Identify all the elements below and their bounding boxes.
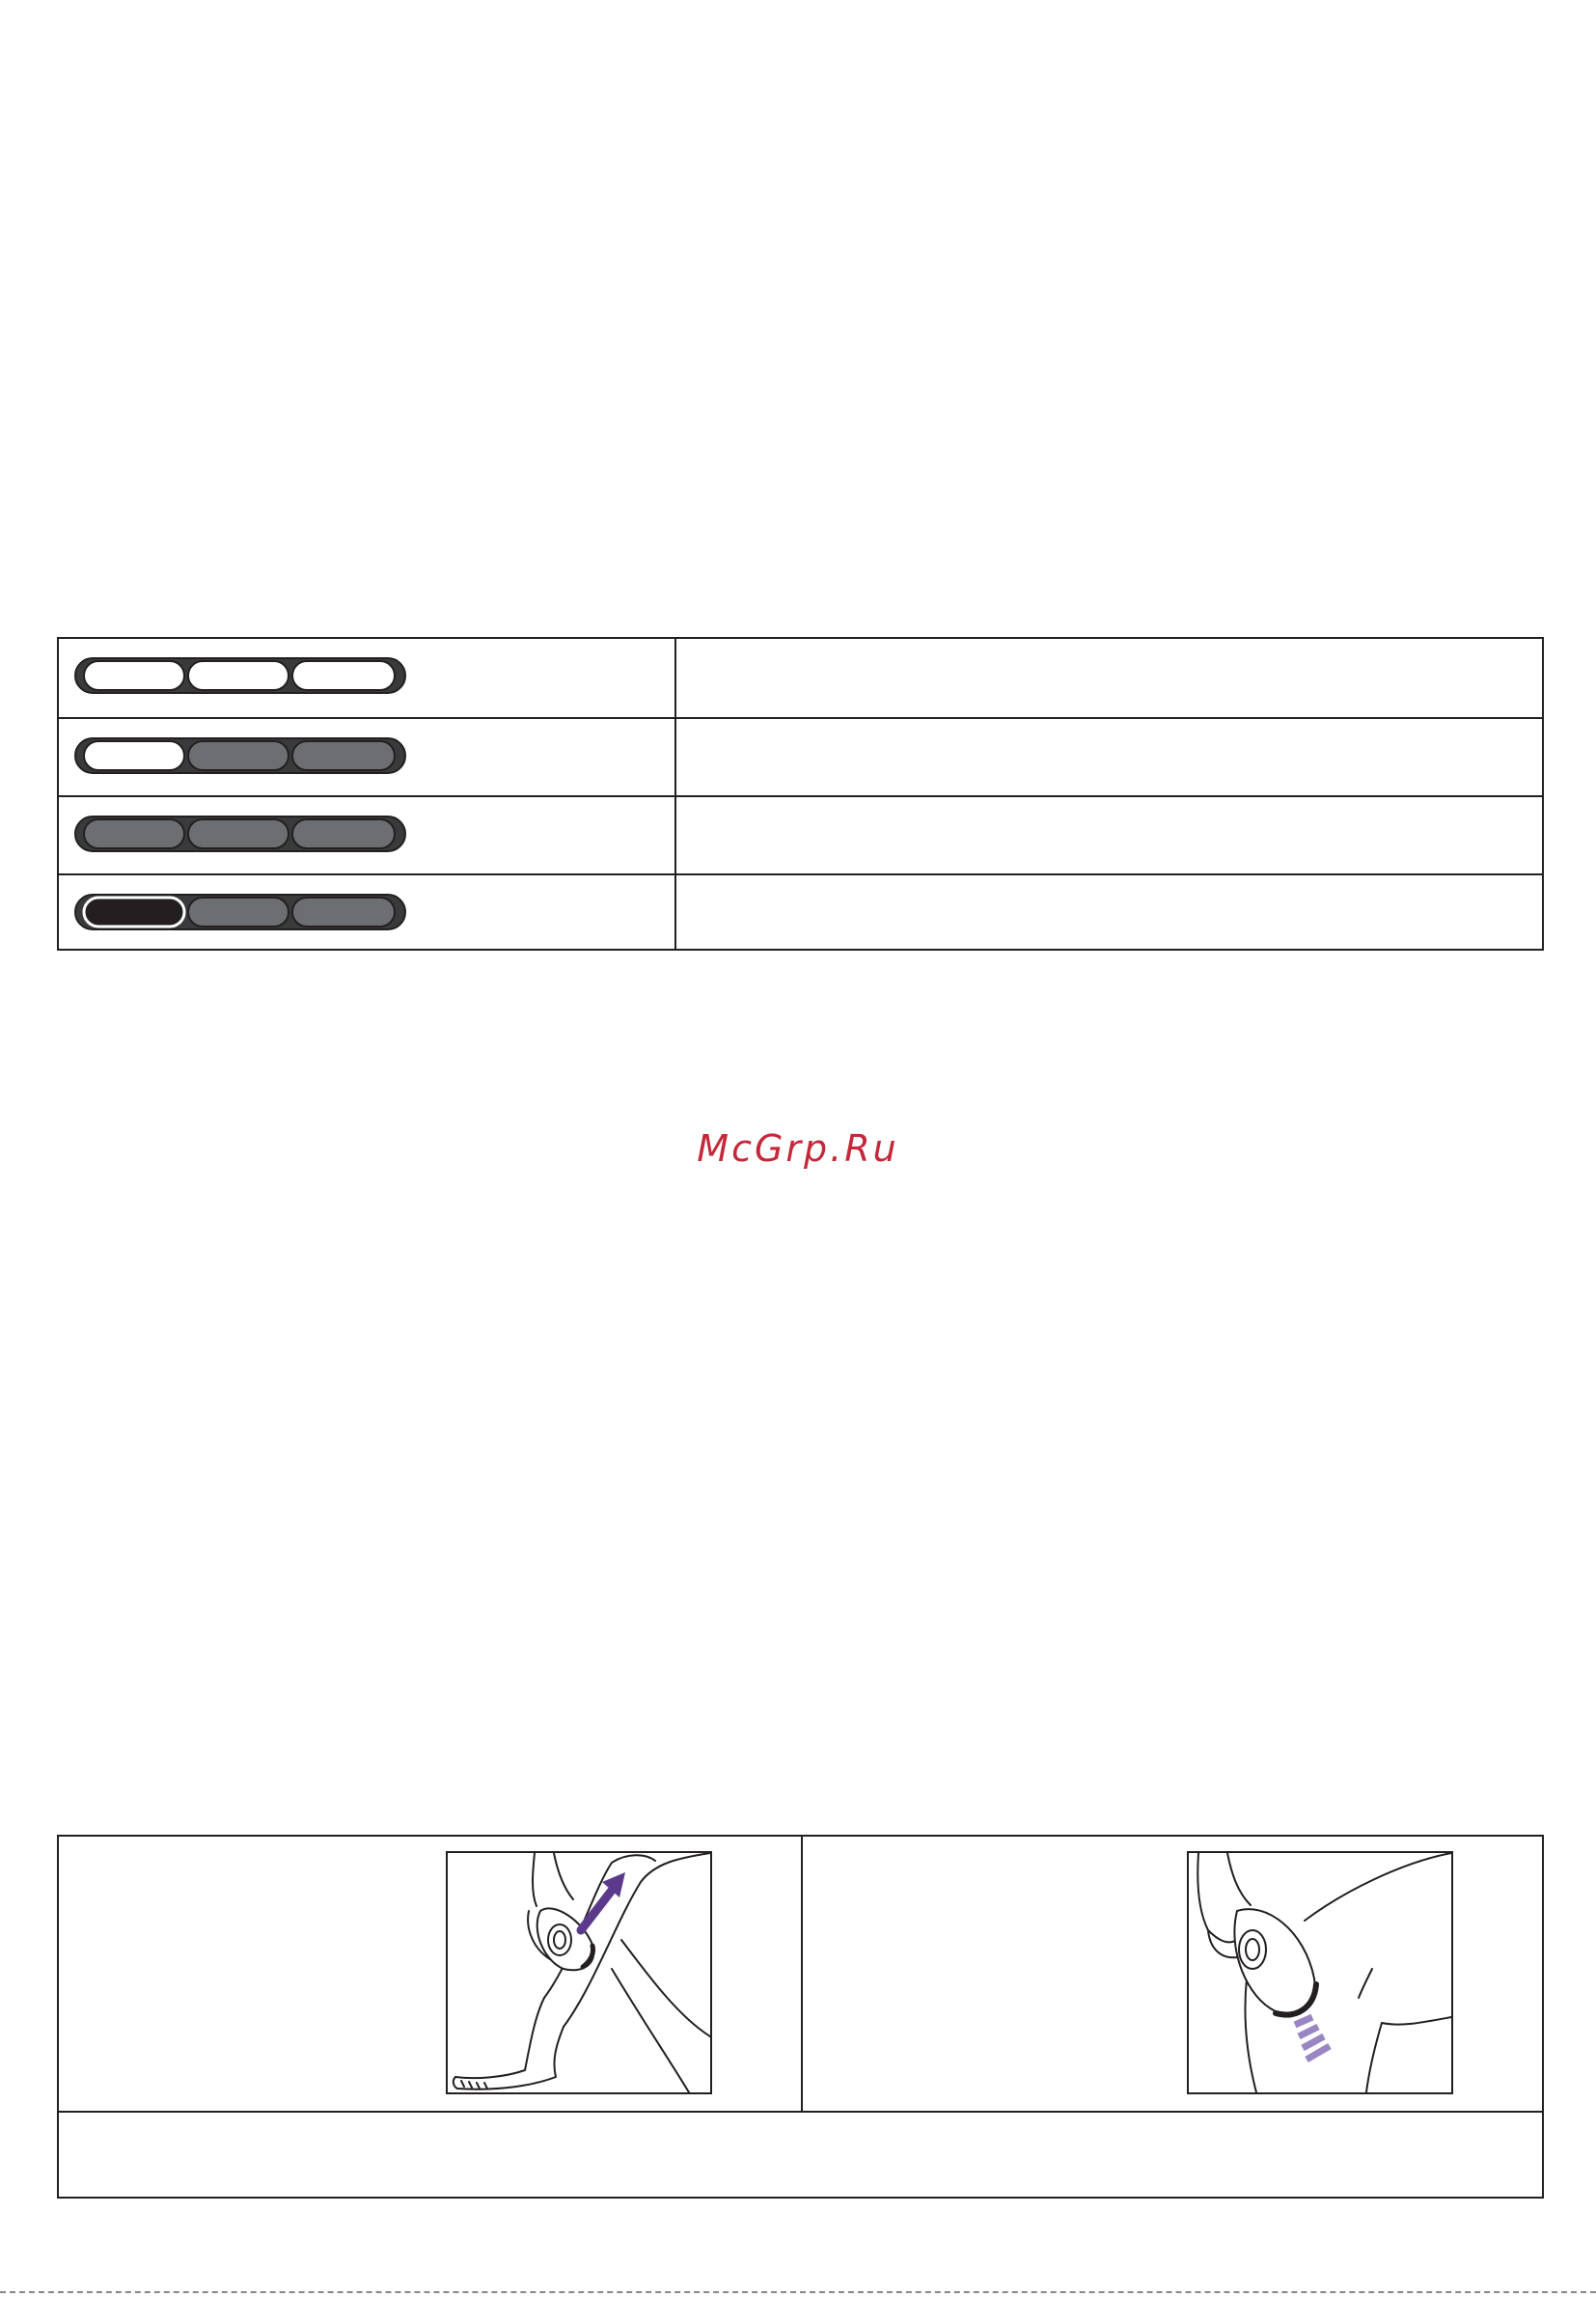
led-segment-1 [84, 661, 184, 690]
led-segment-3 [292, 741, 395, 770]
table-row [59, 717, 1542, 797]
table-row [59, 639, 1542, 717]
led-segment-2 [188, 898, 289, 927]
led-indicator-bar [74, 737, 406, 774]
led-segment-1 [84, 741, 184, 770]
illustration-table [57, 1835, 1544, 2199]
led-indicator-bar [74, 816, 406, 852]
table-row [59, 795, 1542, 875]
leg-gliding-icon [448, 1853, 710, 2092]
hip-flash-icon [1189, 1853, 1451, 2092]
led-segment-3 [292, 819, 395, 848]
illustration-column-divider [801, 1837, 803, 2111]
table-row [59, 873, 1542, 954]
illustration-hip [1187, 1851, 1453, 2094]
led-segment-3 [292, 898, 395, 927]
led-segment-2 [188, 819, 289, 848]
illustration-leg [446, 1851, 712, 2094]
illustration-caption-row [59, 2111, 1542, 2113]
led-segment-2 [188, 741, 289, 770]
led-segment-2 [188, 661, 289, 690]
led-segment-1 [84, 819, 184, 848]
led-indicator-bar [74, 894, 406, 930]
indicator-table [57, 637, 1544, 951]
watermark: McGrp.Ru [697, 1127, 899, 1170]
led-segment-1 [84, 898, 184, 927]
page-bottom-rule [0, 2291, 1596, 2293]
led-indicator-bar [74, 657, 406, 694]
led-segment-3 [292, 661, 395, 690]
